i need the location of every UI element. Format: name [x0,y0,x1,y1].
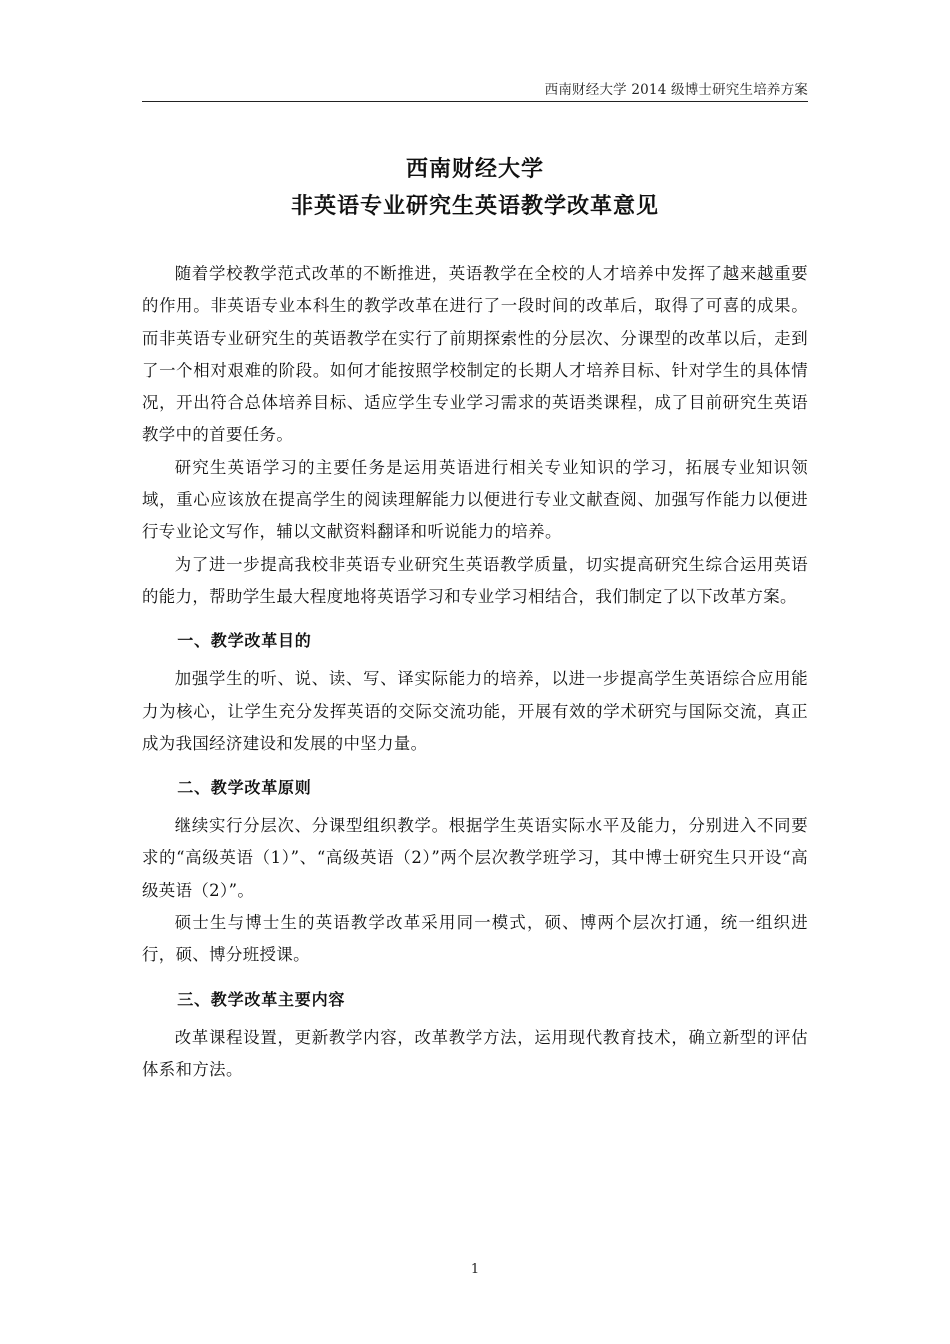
section-heading-principles: 二、教学改革原则 [177,778,312,798]
section-purpose-paragraph-1: 加强学生的听、说、读、写、译实际能力的培养，以进一步提高学生英语综合应用能力为核心，让学生充分发挥英语的交际交流功能，开展有效的学术研究与国际交流，真正成为我国经济建设和发展的中坚力量。 [142,669,808,753]
document-body [142,258,808,1086]
intro-paragraph-3: 为了进一步提高我校非英语专业研究生英语教学质量，切实提高研究生综合运用英语的能力，帮助学生最大程度地将英语学习和专业学习相结合，我们制定了以下改革方案。 [142,554,808,606]
intro-paragraph-1: 随着学校教学范式改革的不断推进，英语教学在全校的人才培养中发挥了越来越重要的作用。非英语专业本科生的教学改革在进行了一段时间的改革后，取得了可喜的成果。而非英语专业研究生的英语教学在实行了前期探索性的分层次、分课型的改革以后，走到了一个相对艰难的阶段。如何才能按照学校制定的长期人才培养目标、针对学生的具体情况，开出符合总体培养目标、适应学生专业学习需求的英语类课程，成了目前研究生英语教学中的首要任务。 [142,264,808,445]
document-title-line-2: 非英语专业研究生英语教学改革意见 [290,194,659,219]
running-header: 西南财经大学 2014 级博士研究生培养方案 [544,82,808,98]
section-principles-paragraph-2: 硕士生与博士生的英语教学改革采用同一模式，硕、博两个层次打通，统一组织进行，硕、博分班授课。 [142,913,808,965]
section-principles-paragraph-1: 继续实行分层次、分课型组织教学。根据学生英语实际水平及能力，分别进入不同要求的“高级英语（1）”、“高级英语（2）”两个层次教学班学习，其中博士研究生只开设“高级英语（2）”。 [142,816,808,900]
document-title-line-1: 西南财经大学 [405,157,544,182]
header-rule [142,101,808,102]
page-number: 1 [470,1262,480,1277]
section-content-paragraph-1: 改革课程设置，更新教学内容，改革教学方法，运用现代教育技术，确立新型的评估体系和方法。 [142,1027,808,1079]
section-heading-purpose: 一、教学改革目的 [177,631,312,651]
section-heading-content: 三、教学改革主要内容 [177,989,346,1009]
intro-paragraph-2: 研究生英语学习的主要任务是运用英语进行相关专业知识的学习，拓展专业知识领域，重心应该放在提高学生的阅读理解能力以便进行专业文献查阅、加强写作能力以便进行专业论文写作，辅以文献资料翻译和听说能力的培养。 [142,457,808,542]
